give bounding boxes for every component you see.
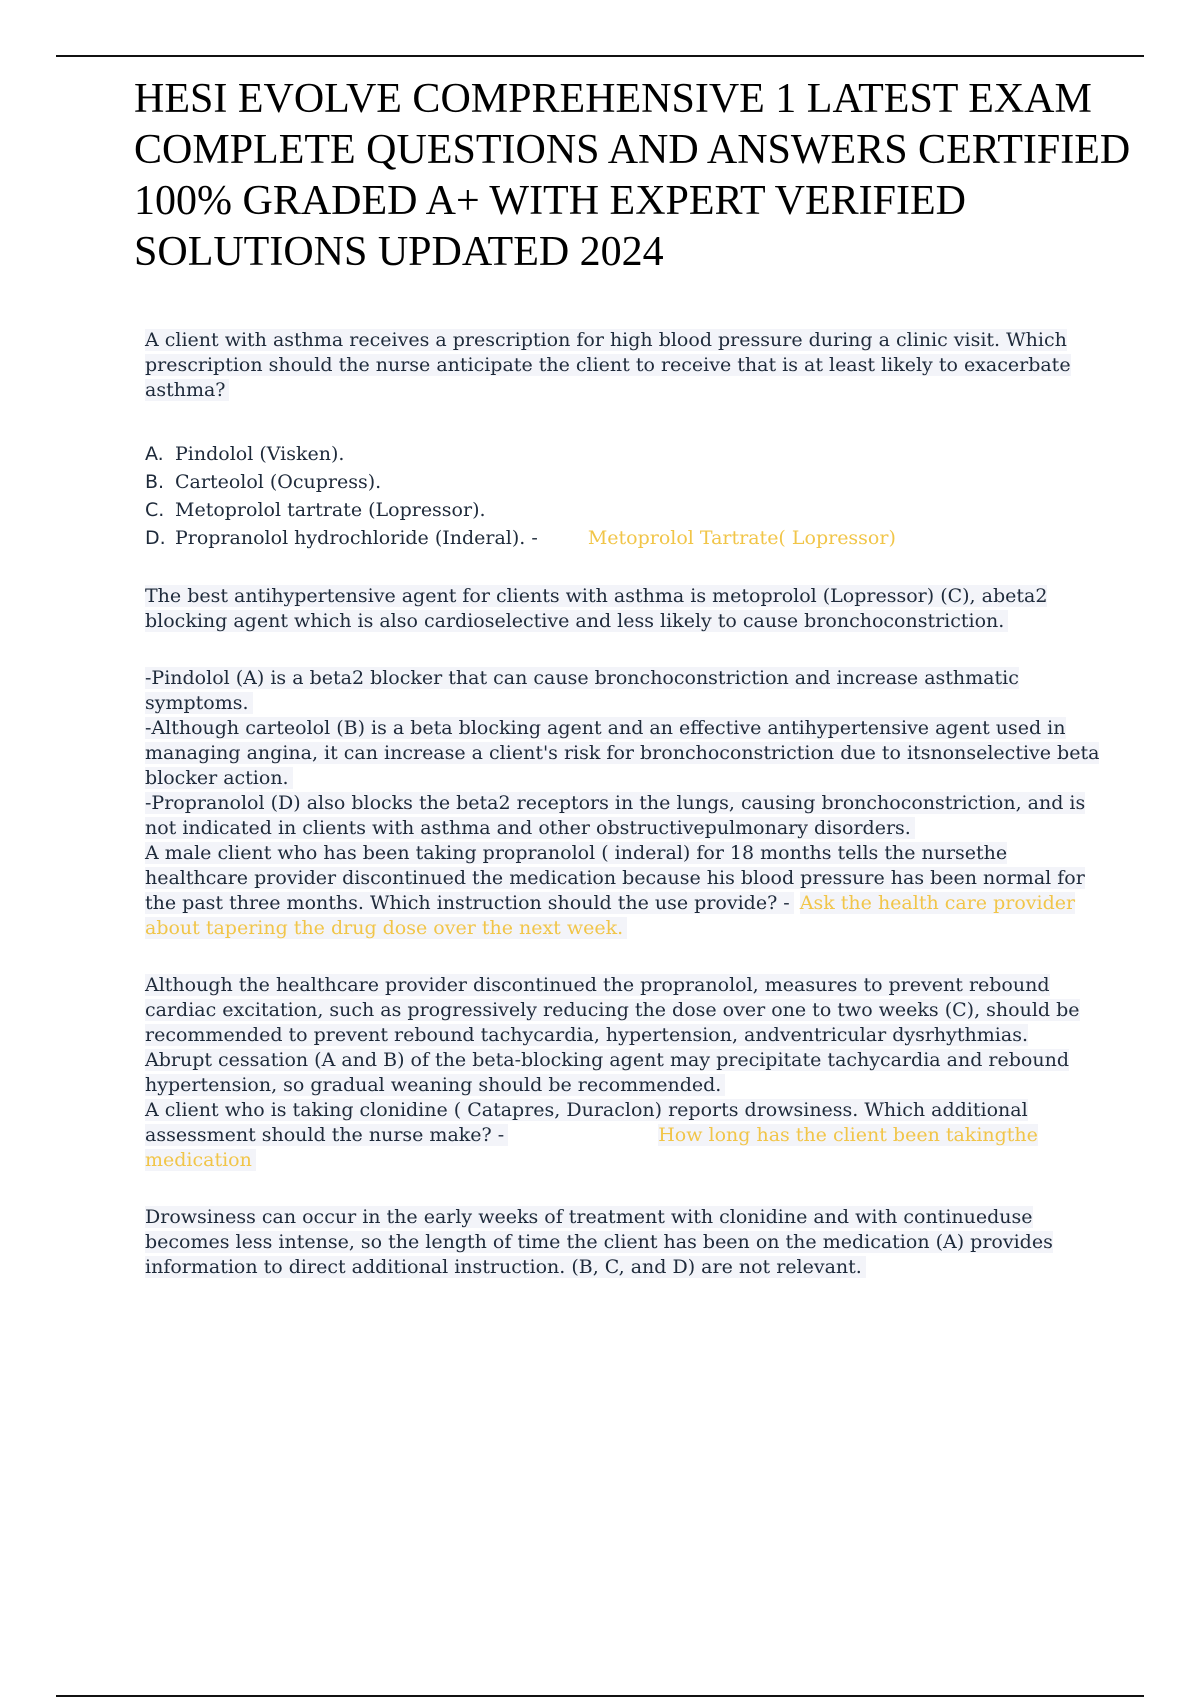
option-c xyxy=(145,496,1100,524)
question-1-options xyxy=(145,440,1100,552)
rationale-b: -Although carteolol (B) is a beta blocking agent and an effective antihypertensive agent used in managing angina, it can increase a client's risk for bronchoconstriction due to itsnonselective beta blocker action. xyxy=(145,717,1100,789)
question-1-text: A client with asthma receives a prescription for high blood pressure during a clinic visit. Which prescription should the nurse anticipate the client to receive that is at least likely to exacerbate asthma? xyxy=(145,329,1071,401)
option-letter: C. xyxy=(145,499,165,521)
question-2 xyxy=(145,841,1100,941)
option-b xyxy=(145,468,1100,496)
rationale-a: -Pindolol (A) is a beta2 blocker that can cause bronchoconstriction and increase asthmatic symptoms. xyxy=(145,667,1019,714)
question-3-explanation: Drowsiness can occur in the early weeks of treatment with clonidine and with continueduse becomes less intense, so the length of time the client has been on the medication (A) provides information to direct additional instruction. (B, C, and D) are not relevant. xyxy=(145,1206,1053,1278)
question-1 xyxy=(145,328,1100,403)
question-3 xyxy=(145,1098,1100,1173)
option-letter: B. xyxy=(145,471,165,493)
question-2-text: A male client who has been taking propranolol ( inderal) for 18 months tells the nursethe healthcare provider discontinued the medication because his blood pressure has been normal for the past three months. Which instruction should the use provide? - xyxy=(145,842,1085,914)
rationale-d: -Propranolol (D) also blocks the beta2 receptors in the lungs, causing bronchoconstriction, and is not indicated in clients with asthma and other obstructivepulmonary disorders. xyxy=(145,792,1086,839)
option-letter: A. xyxy=(145,443,164,465)
question-2-answer: Ask the health care provider about tapering the drug dose over the next week. xyxy=(145,892,1076,939)
document-body xyxy=(145,328,1100,1280)
document-title: HESI EVOLVE COMPREHENSIVE 1 LATEST EXAM COMPLETE QUESTIONS AND ANSWERS CERTIFIED 100% GRADED A+ WITH EXPERT VERIFIED SOLUTIONS UPDATED 2024 xyxy=(134,76,1131,275)
option-letter: D. xyxy=(145,527,166,549)
option-text: Pindolol (Visken). xyxy=(175,443,345,465)
bottom-rule xyxy=(56,1695,1144,1697)
question-1-answer: Metoprolol Tartrate( Lopressor) xyxy=(587,527,896,549)
question-2-explanation: Although the healthcare provider discontinued the propranolol, measures to prevent rebound cardiac excitation, such as progressively reducing the dose over one to two weeks (C), should be recommended to prevent rebound tachycardia, hypertension, andventricular dysrhythmias. Abrupt cessation (A and B) of the beta-blocking agent may precipitate tachycardia and rebound hypertension, so gradual weaning should be recommended. xyxy=(145,974,1080,1096)
option-d xyxy=(145,524,1100,552)
question-3-answer: How long has the client been takingthe medication xyxy=(145,1124,1038,1171)
option-a xyxy=(145,440,1100,468)
question-1-explanation: The best antihypertensive agent for clients with asthma is metoprolol (Lopressor) (C), abeta2 blocking agent which is also cardioselective and less likely to cause bronchoconstriction. xyxy=(145,585,1048,632)
option-text: Carteolol (Ocupress). xyxy=(175,471,382,493)
option-text: Metoprolol tartrate (Lopressor). xyxy=(175,499,486,521)
top-rule xyxy=(56,55,1144,57)
option-text: Propranolol hydrochloride (Inderal). - xyxy=(175,527,538,549)
question-3-text: A client who is taking clonidine ( Catapres, Duraclon) reports drowsiness. Which additional assessment should the nurse make? - xyxy=(145,1099,1028,1146)
